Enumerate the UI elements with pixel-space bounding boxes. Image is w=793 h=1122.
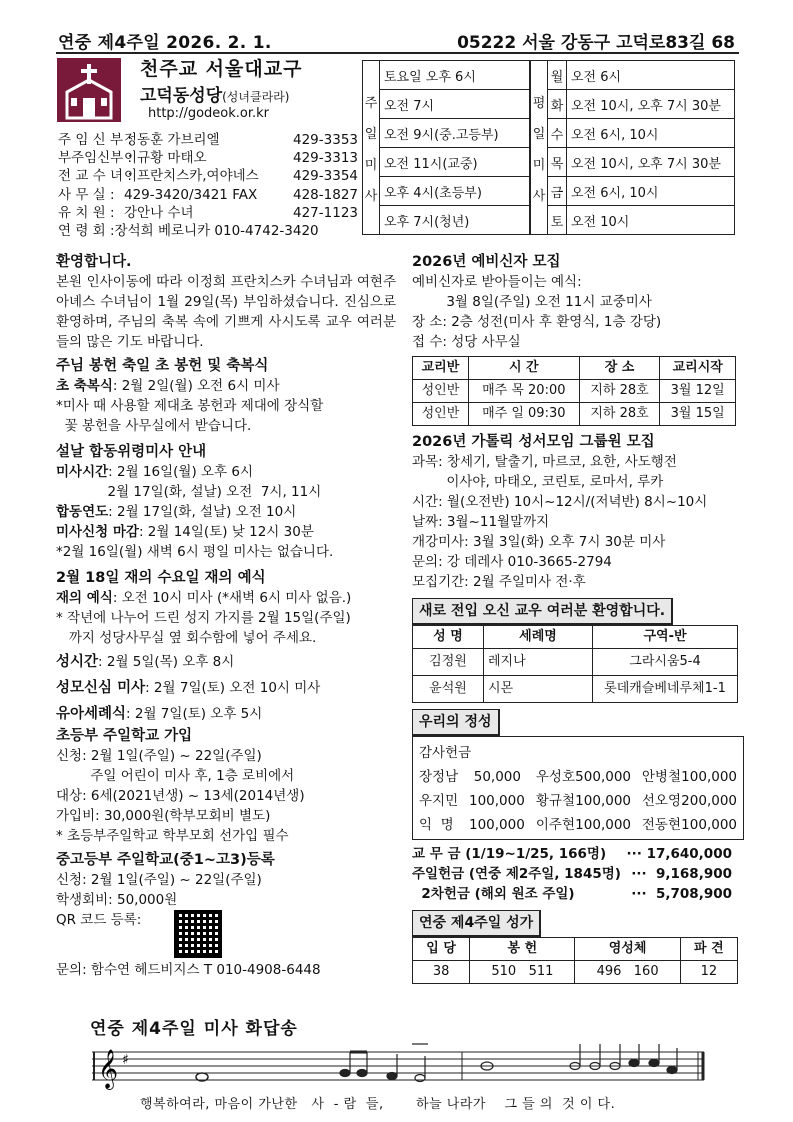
psalm-lyrics: 행복하여라, 마음이 가난한 사 - 람 들, 하늘 나라가 그 들 의 것 이 다.	[140, 1097, 616, 1112]
fund-label: 2차헌금 (해외 원조 주일)	[412, 886, 575, 902]
table-cell: 매주 일 09:30	[468, 403, 579, 426]
mass-time: 오후 7시(청년)	[380, 206, 530, 235]
youth-line: 학생회비: 50,000원	[56, 892, 178, 908]
staff-name: 429-3420/3421 FAX	[124, 186, 258, 203]
donor: 이주현	[535, 817, 575, 833]
catechumen-title: 2026년 예비신자 모집	[412, 254, 561, 270]
right-column	[412, 252, 742, 984]
candle-title: 주님 봉헌 축일 초 봉헌 및 축복식	[56, 358, 269, 374]
staff-name: 이프란치스카,여야네스	[124, 168, 259, 185]
candle-line: 꽃 봉헌을 사무실에서 받습니다.	[56, 418, 252, 434]
parish-name-line1: 천주교 서울대교구	[140, 58, 303, 80]
mass-time: 오전 6시, 10시	[567, 177, 735, 206]
staff-row	[58, 204, 358, 222]
col-header: 시 간	[468, 357, 579, 380]
amount: 100,000	[681, 817, 737, 833]
amount: 100,000	[575, 817, 631, 833]
amount: 50,000	[473, 769, 521, 785]
left-column	[56, 252, 396, 980]
parish-patron: (성녀클라라)	[222, 90, 290, 104]
table-row	[413, 403, 736, 426]
line-text: : 2월 2일(월) 오전 6시 미사	[112, 378, 280, 394]
infant-baptism-line	[56, 704, 396, 724]
qr-row	[56, 910, 396, 956]
fund-amount: ··· 5,708,900	[631, 886, 732, 902]
bible-line: 모집기간: 2월 주일미사 전·후	[412, 574, 586, 590]
staff-phone: 429-3313	[293, 150, 358, 167]
table-cell: 성인반	[413, 403, 469, 426]
label-char: 주	[364, 95, 378, 111]
staff-directory	[58, 131, 358, 240]
donor: 우성호	[535, 769, 575, 785]
weekday-name: 목	[548, 148, 567, 177]
line-text: : 2월 7일(토) 오후 5시	[126, 706, 263, 722]
bible-line: 시간: 월(오전반) 10시~12시/(저녁반) 8시~10시	[412, 494, 708, 510]
table-cell: 지하 28호	[579, 380, 660, 403]
holy-hour-line	[56, 652, 396, 672]
table-cell: 그라시움5-4	[593, 649, 738, 676]
line-label: 재의 예식	[56, 590, 113, 606]
fund-row	[412, 864, 732, 884]
staff-role: 연 령 회 :	[58, 223, 115, 240]
donor: 익 명	[419, 817, 454, 833]
line-label: 초 축복식	[56, 378, 113, 394]
mass-time: 오전 10시	[567, 206, 735, 235]
staff-row	[58, 167, 358, 185]
label-char: 일	[364, 126, 378, 142]
line-label: 성시간	[56, 654, 99, 670]
weekend-mass-table	[362, 60, 530, 235]
bible-line: 날짜: 3월~11월말까지	[412, 514, 550, 530]
staff-name: 장석희 베로니카 010-4742-3420	[114, 223, 319, 240]
qr-label: QR 코드 등록:	[56, 912, 142, 928]
candle-line	[56, 376, 396, 396]
staff-row	[58, 186, 358, 204]
table-cell: 레지나	[484, 649, 593, 676]
col-header: 성 명	[413, 626, 484, 649]
col-header: 영성체	[575, 938, 680, 961]
mass-time: 토요일 오후 6시	[380, 61, 530, 90]
line-text: : 2월 16일(월) 오후 6시	[108, 464, 254, 480]
qr-code-icon[interactable]	[174, 910, 222, 958]
bible-line: 문의: 강 데레사 010-3665-2794	[412, 554, 612, 570]
table-cell: 윤석원	[413, 676, 484, 703]
ash-line	[56, 588, 396, 608]
mass-time: 오후 4시(초등부)	[380, 177, 530, 206]
weekday-mass-label	[531, 61, 548, 235]
table-cell: 3월 12일	[660, 380, 736, 403]
amount: 100,000	[469, 793, 525, 809]
staff-name: 정동훈 가브리엘	[124, 132, 220, 148]
lunar-line	[56, 522, 396, 542]
offering-box	[412, 736, 744, 840]
staff-phone: 427-1123	[293, 204, 358, 221]
col-header: 교리시작	[660, 357, 736, 380]
sharp-icon: ♯	[122, 1052, 129, 1068]
elementary-line: 주일 어린이 미사 후, 1층 로비에서	[56, 768, 295, 784]
label-char: 사	[364, 188, 378, 204]
table-cell: 38	[413, 961, 470, 984]
music-staff	[92, 1040, 712, 1090]
col-header: 입 당	[413, 938, 470, 961]
lunar-line	[56, 462, 396, 482]
elementary-title: 초등부 주일학교 가입	[56, 728, 193, 744]
elementary-line: 대상: 6세(2021년생) ~ 13세(2014년생)	[56, 788, 305, 804]
weekday-name: 금	[548, 177, 567, 206]
candle-line: *미사 때 사용할 제대초 봉헌과 제대에 장식할	[56, 398, 324, 414]
lunar-line	[56, 502, 396, 522]
lunar-line: *2월 16일(월) 새벽 6시 평일 미사는 없습니다.	[56, 544, 334, 560]
offering-row	[419, 813, 737, 837]
offering-row	[419, 765, 737, 789]
catechumen-line: 예비신자로 받아들이는 예식:	[412, 274, 582, 290]
parish-address: 05222 서울 강동구 고덕로83길 68	[457, 33, 735, 53]
col-header: 구역-반	[593, 626, 738, 649]
mass-time: 오전 9시(중.고등부)	[380, 119, 530, 148]
staff-row	[58, 149, 358, 167]
table-row	[413, 380, 736, 403]
line-text: : 2월 14일(토) 낮 12시 30분	[138, 524, 314, 540]
table-cell: 시몬	[484, 676, 593, 703]
col-header: 세례명	[484, 626, 593, 649]
col-header: 봉 헌	[470, 938, 575, 961]
youth-title: 중고등부 주일학교(중1~고3)등록	[56, 852, 275, 868]
parish-logo	[57, 58, 121, 122]
mass-time: 오전 10시, 오후 7시 30분	[567, 148, 735, 177]
staff-role: 부주임신부 :	[58, 150, 133, 167]
line-label: 미사신청 마감	[56, 524, 139, 540]
hymn-table	[412, 937, 738, 984]
table-cell: 496 160	[575, 961, 680, 984]
mass-time: 오전 10시, 오후 7시 30분	[567, 90, 735, 119]
col-header: 교리반	[413, 357, 469, 380]
amount: 100,000	[575, 793, 631, 809]
amount: 500,000	[575, 769, 631, 785]
staff-role: 전 교 수 녀 :	[58, 168, 132, 185]
welcome-title: 환영합니다.	[56, 254, 132, 270]
amount: 100,000	[681, 769, 737, 785]
youth-contact: 문의: 함수연 헤드비지스 T 010-4908-6448	[56, 962, 321, 978]
weekday-name: 화	[548, 90, 567, 119]
staff-phone: 429-3354	[293, 168, 358, 185]
lunar-title: 설날 합동위령미사 안내	[56, 444, 207, 460]
donor: 선오영	[641, 793, 681, 809]
youth-line: 신청: 2월 1일(주일) ~ 22일(주일)	[56, 872, 262, 888]
table-cell: 롯데캐슬베네루체1-1	[593, 676, 738, 703]
bible-line: 과목: 창세기, 탈출기, 마르코, 요한, 사도행전	[412, 454, 677, 470]
staff-row	[58, 222, 358, 240]
parish-name-line2	[140, 81, 289, 106]
donor: 전동현	[641, 817, 681, 833]
elementary-line: 신청: 2월 1일(주일) ~ 22일(주일)	[56, 748, 262, 764]
table-cell: 성인반	[413, 380, 469, 403]
table-cell: 매주 목 20:00	[468, 380, 579, 403]
hymn-title: 연중 제4주일 성가	[412, 910, 541, 937]
col-header: 장 소	[579, 357, 660, 380]
fund-row	[412, 884, 732, 904]
catechumen-line: 접 수: 성당 사무실	[412, 334, 521, 350]
newcomer-title: 새로 전입 오신 교우 여러분 환영합니다.	[412, 598, 673, 625]
fund-label: 교 무 금 (1/19~1/25, 166명)	[412, 846, 607, 862]
donor: 황규철	[535, 793, 575, 809]
line-label: 성모신심 미사	[56, 680, 146, 696]
parish-name: 고덕동성당	[140, 86, 223, 106]
fund-amount: ··· 17,640,000	[626, 846, 732, 862]
newcomer-table	[412, 625, 738, 703]
staff-phone	[319, 222, 358, 240]
bible-line: 개강미사: 3월 3일(화) 오후 7시 30분 미사	[412, 534, 666, 550]
line-text: : 2월 17일(화, 설날) 오전 10시	[108, 504, 297, 520]
ash-line: * 작년에 나누어 드린 성지 가지를 2월 15일(주일)	[56, 610, 351, 626]
staff-role: 주 임 신 부 :	[58, 132, 132, 148]
weekday-name: 월	[548, 61, 567, 90]
marian-mass-line	[56, 678, 396, 698]
line-label: 미사시간	[56, 464, 109, 480]
line-text: : 2월 5일(목) 오후 8시	[98, 654, 235, 670]
fund-amount: ··· 9,168,900	[631, 866, 732, 882]
line-label: 유아세례식	[56, 706, 127, 722]
ash-title: 2월 18일 재의 수요일 재의 예식	[56, 570, 266, 586]
fund-label: 주일헌금 (연중 제2주일, 1845명)	[412, 866, 621, 882]
label-char: 일	[532, 126, 546, 142]
fund-summary	[412, 844, 742, 904]
weekend-mass-label	[363, 61, 380, 235]
staff-row	[58, 131, 358, 149]
table-row	[413, 961, 738, 984]
donor: 장정남	[419, 769, 459, 785]
staff-phone: 428-1827	[293, 186, 358, 203]
line-label: 합동연도	[56, 504, 109, 520]
label-char: 미	[364, 157, 378, 173]
staff-name: 강안나 수녀	[124, 204, 194, 221]
offering-title: 우리의 정성	[412, 709, 500, 736]
elementary-line: 가입비: 30,000원(학부모회비 별도)	[56, 808, 271, 824]
bible-group-title: 2026년 가톨릭 성서모임 그룹원 모집	[412, 434, 655, 450]
label-char: 평	[532, 95, 546, 111]
staff-role: 사 무 실 :	[58, 186, 115, 203]
table-cell: 지하 28호	[579, 403, 660, 426]
amount: 200,000	[681, 793, 737, 809]
table-row	[413, 649, 738, 676]
psalm-title: 연중 제4주일 미사 화답송	[90, 1019, 298, 1039]
catechumen-line: 3월 8일(주일) 오전 11시 교중미사	[412, 294, 652, 310]
treble-clef-icon: 𝄞	[98, 1049, 119, 1089]
parish-url[interactable]: http://godeok.or.kr	[148, 106, 270, 121]
welcome-body: 본원 인사이동에 따라 이정희 프란치스카 수녀님과 여현주 아녜스 수녀님이 1월 29일(목) 부임하셨습니다. 진심으로 환영하며, 주님의 축복 속에 기쁘게 사시도록 교우 여러분들의 많은 기도 바랍니다.	[56, 274, 396, 350]
staff-role: 유 치 원 :	[58, 204, 115, 221]
catechism-table	[412, 356, 736, 426]
table-cell: 3월 15일	[660, 403, 736, 426]
lunar-line: 2월 17일(화, 설날) 오전 7시, 11시	[56, 484, 322, 500]
amount: 100,000	[469, 817, 525, 833]
staff-phone: 429-3353	[293, 132, 358, 148]
donor: 우지민	[419, 793, 459, 809]
donor: 안병철	[641, 769, 681, 785]
line-text: : 2월 7일(토) 오전 10시 미사	[145, 680, 321, 696]
table-cell: 12	[680, 961, 737, 984]
mass-time: 오전 6시, 10시	[567, 119, 735, 148]
weekday-mass-table	[530, 60, 735, 235]
staff-name: 이규황 마태오	[124, 150, 207, 167]
mass-time: 오전 7시	[380, 90, 530, 119]
table-row	[413, 676, 738, 703]
bible-line: 이사야, 마태오, 코린토, 로마서, 루카	[412, 474, 664, 490]
elementary-line: * 초등부주일학교 학부모회 선가입 필수	[56, 828, 289, 844]
offering-row	[419, 789, 737, 813]
bulletin-date-header: 연중 제4주일 2026. 2. 1.	[58, 33, 272, 53]
table-cell: 김정원	[413, 649, 484, 676]
mass-time: 오전 6시	[567, 61, 735, 90]
fund-row	[412, 844, 732, 864]
label-char: 미	[532, 157, 546, 173]
label-char: 사	[532, 188, 546, 204]
table-cell: 510 511	[470, 961, 575, 984]
weekday-name: 토	[548, 206, 567, 235]
header-divider	[56, 52, 739, 54]
ash-line: 까지 성당사무실 옆 회수함에 넣어 주세요.	[56, 630, 317, 646]
weekday-name: 수	[548, 119, 567, 148]
col-header: 파 견	[680, 938, 737, 961]
mass-time: 오전 11시(교중)	[380, 148, 530, 177]
line-text: : 오전 10시 미사 (*새벽 6시 미사 없음.)	[112, 590, 352, 606]
offering-head: 감사헌금	[419, 745, 472, 761]
catechumen-line: 장 소: 2층 성전(미사 후 환영식, 1층 강당)	[412, 314, 662, 330]
